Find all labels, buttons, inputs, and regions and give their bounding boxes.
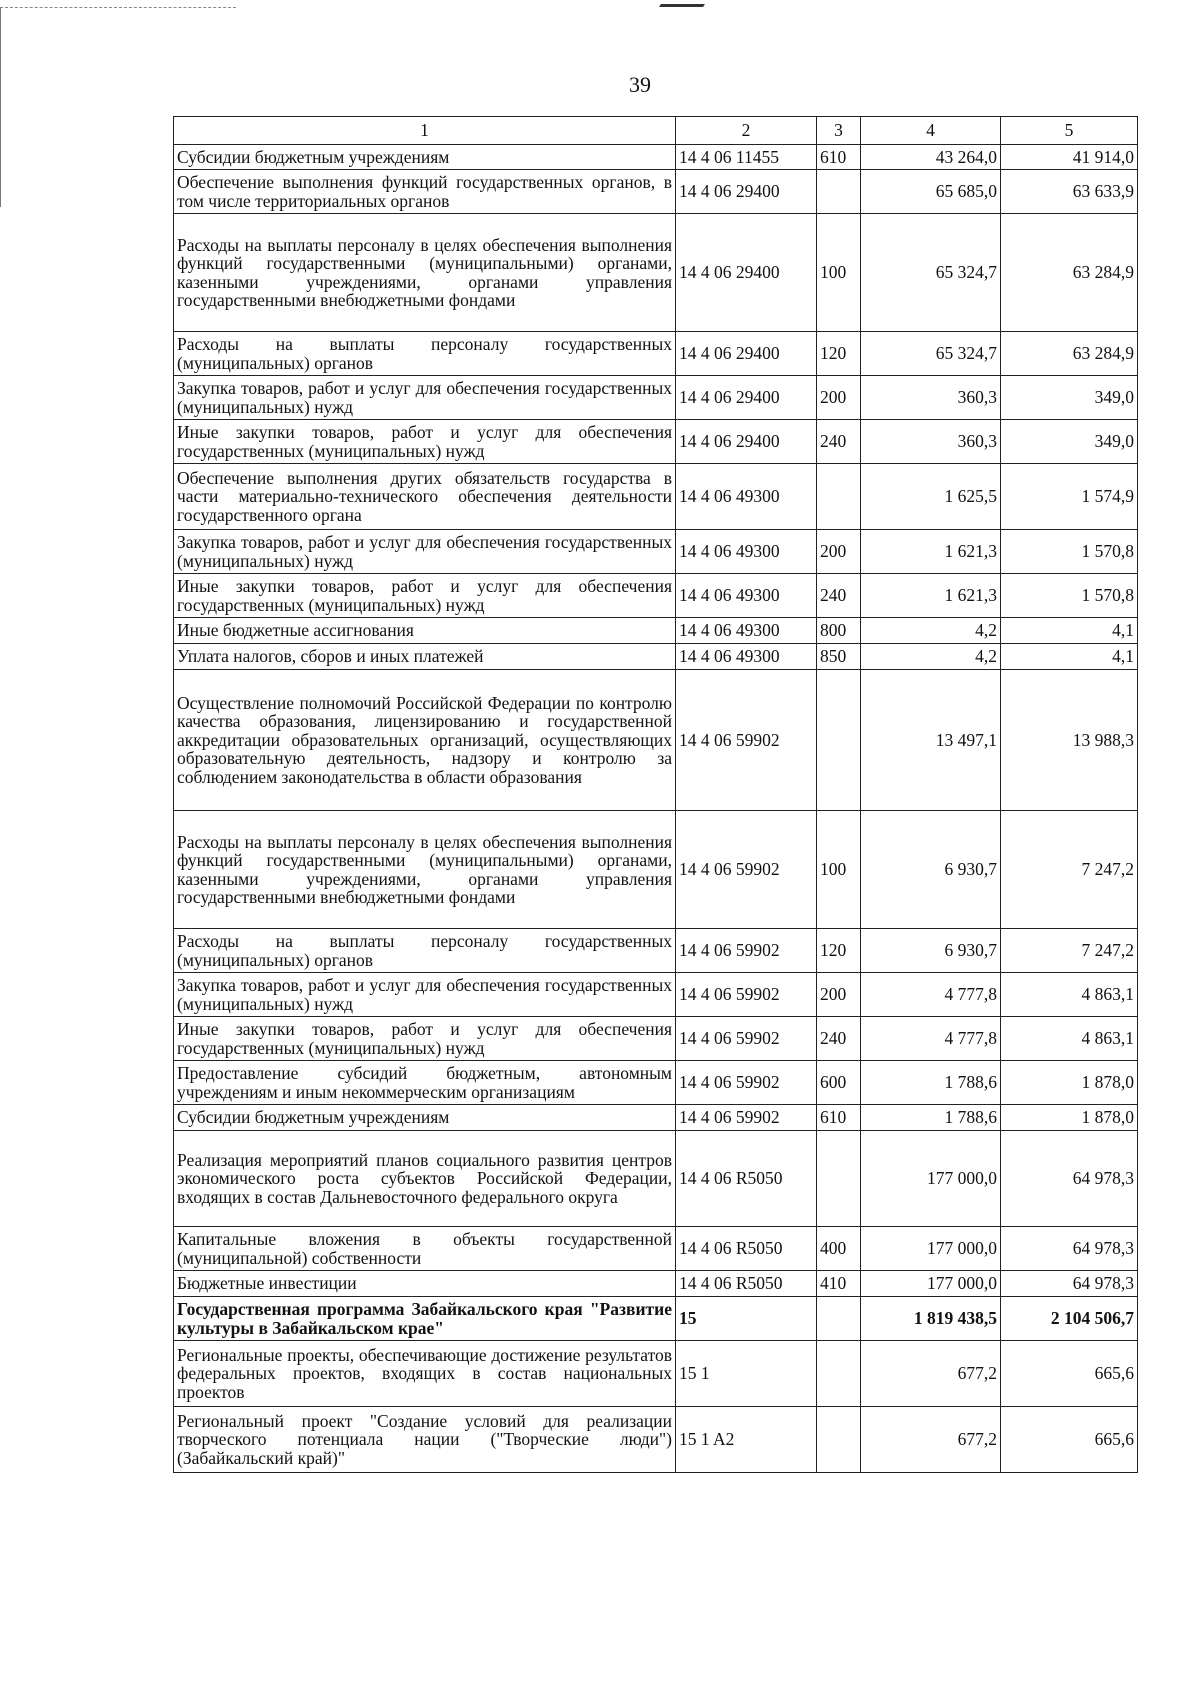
row-code: 14 4 06 29400 [676,170,817,214]
row-kvr [817,1407,861,1473]
row-kvr: 400 [817,1227,861,1271]
row-code: 14 4 06 59902 [676,811,817,929]
row-name: Иные закупки товаров, работ и услуг для обеспечения государственных (муниципальных) нужд [174,420,676,464]
header-cell-3: 3 [817,117,861,145]
row-kvr: 800 [817,618,861,644]
row-value-4: 43 264,0 [861,145,1001,170]
row-code: 14 4 06 29400 [676,332,817,376]
row-value-4: 360,3 [861,420,1001,464]
row-value-4: 360,3 [861,376,1001,420]
row-code: 14 4 06 29400 [676,214,817,332]
table-row [174,973,1138,1017]
table-row [174,618,1138,644]
row-kvr: 610 [817,145,861,170]
row-value-5: 1 878,0 [1001,1061,1138,1105]
row-value-4: 65 685,0 [861,170,1001,214]
row-value-4: 677,2 [861,1407,1001,1473]
table-row [174,170,1138,214]
row-value-4: 677,2 [861,1341,1001,1407]
row-value-4: 4,2 [861,618,1001,644]
row-name: Осуществление полномочий Российской Федерации по контролю качества образования, лицензированию и государственной аккредитации образовательных организаций, осуществляющих образовательную деятельность, надзору и контролю за соблюдением законодательства в области образования [174,670,676,811]
row-code: 14 4 06 59902 [676,929,817,973]
row-code: 15 1 A2 [676,1407,817,1473]
row-value-4: 1 788,6 [861,1061,1001,1105]
row-name: Расходы на выплаты персоналу в целях обеспечения выполнения функций государственными (муниципальными) органами, казенными учреждениями, органами управления государственными внебюджетными фондами [174,811,676,929]
row-kvr: 100 [817,811,861,929]
header-cell-4: 4 [861,117,1001,145]
row-value-4: 6 930,7 [861,811,1001,929]
row-value-5: 1 570,8 [1001,530,1138,574]
row-value-5: 63 633,9 [1001,170,1138,214]
row-value-4: 6 930,7 [861,929,1001,973]
row-kvr [817,1131,861,1227]
row-value-5: 2 104 506,7 [1001,1297,1138,1341]
scan-mark [659,4,705,7]
row-value-5: 1 570,8 [1001,574,1138,618]
table-row [174,1407,1138,1473]
table-row [174,464,1138,530]
row-code: 14 4 06 49300 [676,464,817,530]
row-value-4: 177 000,0 [861,1271,1001,1297]
row-kvr: 240 [817,1017,861,1061]
row-name: Закупка товаров, работ и услуг для обеспечения государственных (муниципальных) нужд [174,973,676,1017]
row-value-4: 4 777,8 [861,1017,1001,1061]
row-kvr: 240 [817,420,861,464]
table-row [174,574,1138,618]
row-name: Капитальные вложения в объекты государственной (муниципальной) собственности [174,1227,676,1271]
row-value-4: 65 324,7 [861,332,1001,376]
row-name: Реализация мероприятий планов социального развития центров экономического роста субъектов Российской Федерации, входящих в состав Дальневосточного федерального округа [174,1131,676,1227]
table-row [174,214,1138,332]
row-value-4: 177 000,0 [861,1227,1001,1271]
row-name: Расходы на выплаты персоналу государственных (муниципальных) органов [174,332,676,376]
header-cell-5: 5 [1001,117,1138,145]
row-code: 15 [676,1297,817,1341]
row-value-4: 1 819 438,5 [861,1297,1001,1341]
row-value-5: 665,6 [1001,1341,1138,1407]
row-code: 14 4 06 49300 [676,644,817,670]
row-value-5: 349,0 [1001,420,1138,464]
row-name: Уплата налогов, сборов и иных платежей [174,644,676,670]
row-value-5: 1 878,0 [1001,1105,1138,1131]
row-value-4: 1 625,5 [861,464,1001,530]
table-row [174,530,1138,574]
row-name: Иные закупки товаров, работ и услуг для обеспечения государственных (муниципальных) нужд [174,574,676,618]
row-code: 14 4 06 59902 [676,1017,817,1061]
table-row [174,145,1138,170]
row-code: 14 4 06 11455 [676,145,817,170]
row-code: 14 4 06 59902 [676,1105,817,1131]
table-header-row [174,117,1138,145]
row-kvr: 600 [817,1061,861,1105]
row-kvr: 240 [817,574,861,618]
scan-edge-top [0,7,236,8]
row-kvr: 120 [817,929,861,973]
row-name: Закупка товаров, работ и услуг для обеспечения государственных (муниципальных) нужд [174,530,676,574]
row-value-4: 4 777,8 [861,973,1001,1017]
row-name: Иные закупки товаров, работ и услуг для обеспечения государственных (муниципальных) нужд [174,1017,676,1061]
row-kvr [817,1297,861,1341]
row-name: Предоставление субсидий бюджетным, автономным учреждениям и иным некоммерческим организациям [174,1061,676,1105]
row-value-4: 1 788,6 [861,1105,1001,1131]
row-kvr: 410 [817,1271,861,1297]
row-code: 14 4 06 R5050 [676,1271,817,1297]
row-code: 14 4 06 R5050 [676,1131,817,1227]
row-name: Региональные проекты, обеспечивающие достижение результатов федеральных проектов, входящих в состав национальных проектов [174,1341,676,1407]
row-name: Субсидии бюджетным учреждениям [174,145,676,170]
row-value-5: 64 978,3 [1001,1131,1138,1227]
header-cell-2: 2 [676,117,817,145]
row-name: Субсидии бюджетным учреждениям [174,1105,676,1131]
row-kvr: 200 [817,530,861,574]
row-value-5: 4 863,1 [1001,973,1138,1017]
row-kvr: 610 [817,1105,861,1131]
row-value-5: 349,0 [1001,376,1138,420]
table-row [174,644,1138,670]
row-name: Расходы на выплаты персоналу в целях обеспечения выполнения функций государственными (муниципальными) органами, казенными учреждениями, органами управления государственными внебюджетными фондами [174,214,676,332]
row-code: 14 4 06 59902 [676,1061,817,1105]
row-value-4: 13 497,1 [861,670,1001,811]
row-kvr [817,1341,861,1407]
row-value-5: 7 247,2 [1001,811,1138,929]
row-name: Закупка товаров, работ и услуг для обеспечения государственных (муниципальных) нужд [174,376,676,420]
row-kvr: 850 [817,644,861,670]
table-row [174,376,1138,420]
row-code: 14 4 06 49300 [676,574,817,618]
row-value-4: 1 621,3 [861,574,1001,618]
row-kvr [817,670,861,811]
row-code: 14 4 06 49300 [676,530,817,574]
row-kvr: 120 [817,332,861,376]
row-kvr: 100 [817,214,861,332]
row-code: 14 4 06 R5050 [676,1227,817,1271]
row-kvr: 200 [817,973,861,1017]
header-cell-1: 1 [174,117,676,145]
table-row [174,1271,1138,1297]
row-code: 15 1 [676,1341,817,1407]
table-row [174,420,1138,464]
row-code: 14 4 06 29400 [676,420,817,464]
budget-table [173,116,1138,1473]
table-row [174,1297,1138,1341]
row-value-5: 64 978,3 [1001,1227,1138,1271]
row-value-5: 7 247,2 [1001,929,1138,973]
row-kvr [817,464,861,530]
row-value-5: 63 284,9 [1001,332,1138,376]
row-value-4: 65 324,7 [861,214,1001,332]
row-name: Бюджетные инвестиции [174,1271,676,1297]
table-row [174,811,1138,929]
row-name: Расходы на выплаты персоналу государственных (муниципальных) органов [174,929,676,973]
row-name: Государственная программа Забайкальского края "Развитие культуры в Забайкальском крае" [174,1297,676,1341]
row-code: 14 4 06 29400 [676,376,817,420]
row-value-5: 4 863,1 [1001,1017,1138,1061]
table-row [174,670,1138,811]
table-row [174,332,1138,376]
row-code: 14 4 06 49300 [676,618,817,644]
table-row [174,1227,1138,1271]
row-value-5: 41 914,0 [1001,145,1138,170]
row-value-5: 4,1 [1001,644,1138,670]
table-row [174,1105,1138,1131]
table-row [174,1341,1138,1407]
row-name: Иные бюджетные ассигнования [174,618,676,644]
page-number: 39 [629,72,651,97]
row-name: Обеспечение выполнения других обязательств государства в части материально-технического обеспечения деятельности государственного органа [174,464,676,530]
row-value-5: 64 978,3 [1001,1271,1138,1297]
row-name: Региональный проект "Создание условий для реализации творческого потенциала нации ("Творческие люди") (Забайкальский край)" [174,1407,676,1473]
row-code: 14 4 06 59902 [676,670,817,811]
table-row [174,1017,1138,1061]
row-value-5: 13 988,3 [1001,670,1138,811]
row-name: Обеспечение выполнения функций государственных органов, в том числе территориальных органов [174,170,676,214]
row-kvr [817,170,861,214]
table-row [174,1061,1138,1105]
row-value-5: 4,1 [1001,618,1138,644]
row-value-5: 63 284,9 [1001,214,1138,332]
table-row [174,1131,1138,1227]
row-value-4: 1 621,3 [861,530,1001,574]
row-value-5: 1 574,9 [1001,464,1138,530]
table-row [174,929,1138,973]
row-value-5: 665,6 [1001,1407,1138,1473]
row-value-4: 177 000,0 [861,1131,1001,1227]
row-code: 14 4 06 59902 [676,973,817,1017]
scan-edge-left [0,7,1,207]
row-kvr: 200 [817,376,861,420]
row-value-4: 4,2 [861,644,1001,670]
